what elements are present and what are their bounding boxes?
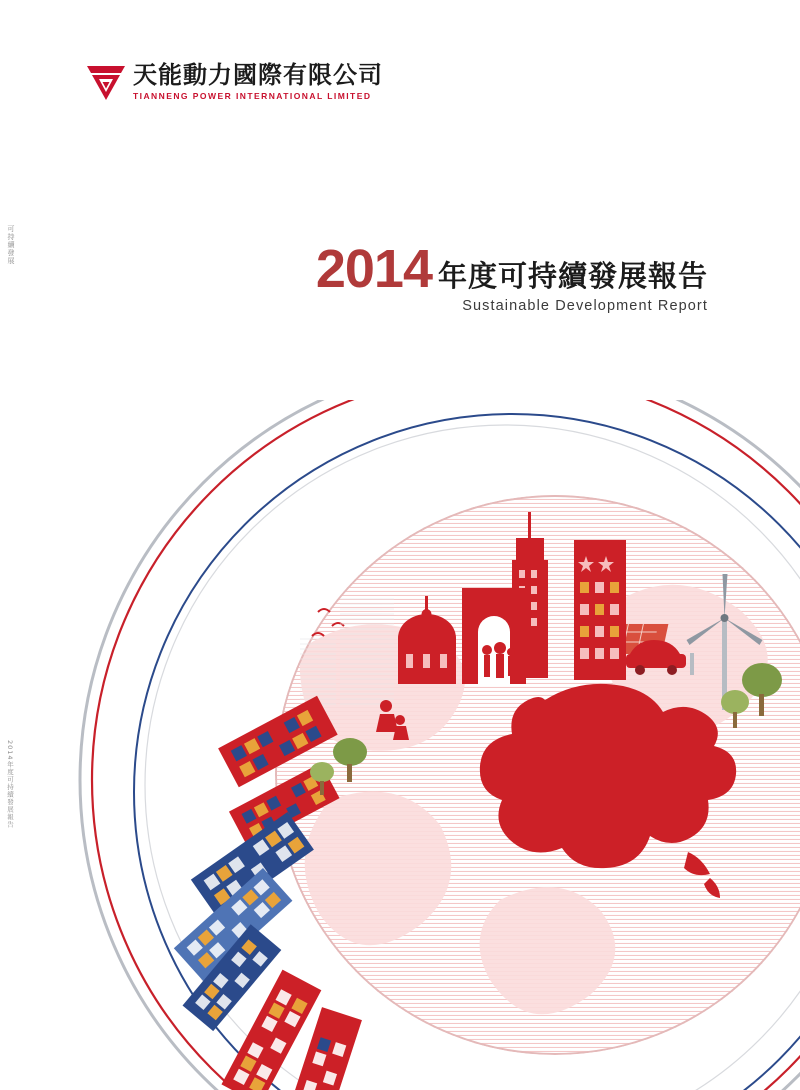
company-name-en: TIANNENG POWER INTERNATIONAL LIMITED bbox=[133, 91, 372, 101]
company-name-cn: 天能動力國際有限公司 bbox=[133, 61, 383, 89]
report-title-en: Sustainable Development Report bbox=[462, 298, 708, 314]
globe-city-skyline-illustration bbox=[0, 400, 800, 1090]
cover-title bbox=[315, 239, 708, 314]
side-note-top: 可持續發展 bbox=[7, 225, 15, 265]
company-logo bbox=[85, 62, 383, 102]
report-title-cn: 年度可持續發展報告 bbox=[437, 259, 708, 293]
side-note-bottom: 2014年度可持續發展報告 bbox=[6, 740, 14, 829]
tianneng-v-mark-icon bbox=[85, 62, 127, 102]
report-year: 2014 bbox=[315, 239, 432, 299]
